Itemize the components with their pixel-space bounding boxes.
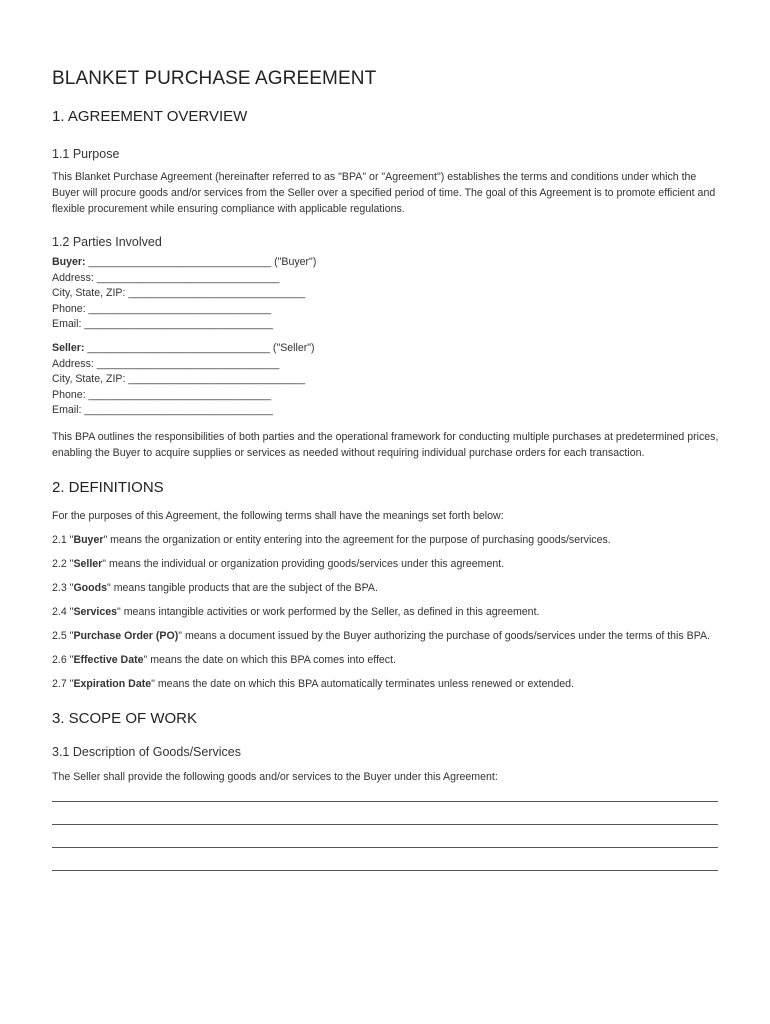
description-heading: 3.1 Description of Goods/Services (52, 744, 241, 759)
definition-text: " means the organization or entity entering into the agreement for the purpose of purchasing goods/services. (103, 533, 611, 546)
buyer-address-line: Address: _______________________________ (52, 271, 280, 284)
seller-email-line: Email: ________________________________ (52, 404, 273, 417)
definition-item (52, 652, 720, 668)
definition-item (52, 628, 720, 644)
parties-heading: 1.2 Parties Involved (52, 235, 162, 249)
definition-term: Seller (73, 557, 103, 570)
definition-term: Services (73, 605, 118, 618)
parties-outline-text: This BPA outlines the responsibilities of both parties and the operational framework for conducting multiple purchases at predetermined prices, enabling the Buyer to acquire supplies or services as needed without requiring individual purchase orders for each transaction. (52, 430, 719, 459)
buyer-name-blank: _______________________________ ("Buyer") (85, 256, 317, 268)
buyer-name-line (52, 255, 720, 271)
buyer-email-line: Email: ________________________________ (52, 318, 273, 331)
buyer-city-line: City, State, ZIP: ______________________________ (52, 287, 306, 300)
seller-name-blank: _______________________________ ("Seller") (84, 341, 315, 354)
definition-item (52, 580, 720, 596)
definition-item (52, 532, 720, 548)
definition-text: " means a document issued by the Buyer authorizing the purchase of goods/services under the terms of this BPA. (178, 629, 711, 642)
section-1-heading: 1. AGREEMENT OVERVIEW (52, 108, 248, 125)
buyer-block (52, 255, 720, 333)
seller-phone-line: Phone: _______________________________ (52, 388, 272, 401)
definition-term: Expiration Date (73, 677, 152, 690)
definition-text: " means the date on which this BPA automatically terminates unless renewed or extended. (151, 677, 574, 690)
document-title: BLANKET PURCHASE AGREEMENT (52, 68, 377, 89)
description-text: The Seller shall provide the following goods and/or services to the Buyer under this Agreement: (52, 770, 498, 783)
buyer-phone-line: Phone: _______________________________ (52, 302, 272, 315)
document-body (52, 68, 720, 871)
section-2-heading: 2. DEFINITIONS (52, 478, 164, 496)
definition-item (52, 556, 720, 572)
definitions-list (52, 532, 720, 692)
definition-term: Buyer (73, 533, 104, 546)
fill-in-line (52, 847, 718, 848)
definition-term: Goods (73, 581, 107, 594)
definition-item (52, 604, 720, 620)
definition-number: 2.1 " (52, 533, 74, 546)
buyer-label: Buyer: (52, 256, 86, 268)
definition-number: 2.6 " (52, 653, 74, 666)
definition-number: 2.5 " (52, 629, 74, 642)
definition-term: Effective Date (73, 653, 144, 666)
definition-number: 2.7 " (52, 677, 74, 690)
fill-in-line (52, 870, 718, 871)
definition-text: " means the individual or organization providing goods/services under this agreement. (102, 557, 505, 570)
definition-text: " means intangible activities or work performed by the Seller, as defined in this agreement. (117, 605, 540, 618)
fill-in-line (52, 801, 718, 802)
seller-city-line: City, State, ZIP: ______________________________ (52, 373, 306, 386)
definitions-intro: For the purposes of this Agreement, the following terms shall have the meanings set forth below: (52, 509, 504, 522)
definition-number: 2.2 " (52, 557, 74, 570)
definition-number: 2.4 " (52, 605, 74, 618)
seller-address-line: Address: _______________________________ (52, 357, 280, 370)
definition-term: Purchase Order (PO) (73, 629, 179, 642)
definition-item (52, 676, 720, 692)
definition-text: " means the date on which this BPA comes into effect. (143, 653, 396, 666)
purpose-heading: 1.1 Purpose (52, 147, 120, 161)
seller-label: Seller: (52, 341, 85, 354)
seller-block (52, 341, 720, 419)
fill-in-line (52, 824, 718, 825)
definition-text: " means tangible products that are the subject of the BPA. (106, 581, 378, 594)
definition-number: 2.3 " (52, 581, 74, 594)
fill-in-lines (52, 801, 720, 871)
seller-name-line (52, 341, 720, 357)
purpose-text: This Blanket Purchase Agreement (hereinafter referred to as "BPA" or "Agreement") establishes the terms and conditions under which the Buyer will procure goods and/or services from the Seller over a specified period of time. The goal of this Agreement is to promote efficient and flexible procurement while ensuring compliance with applicable regulations. (52, 171, 716, 215)
section-3-heading: 3. SCOPE OF WORK (52, 709, 198, 727)
